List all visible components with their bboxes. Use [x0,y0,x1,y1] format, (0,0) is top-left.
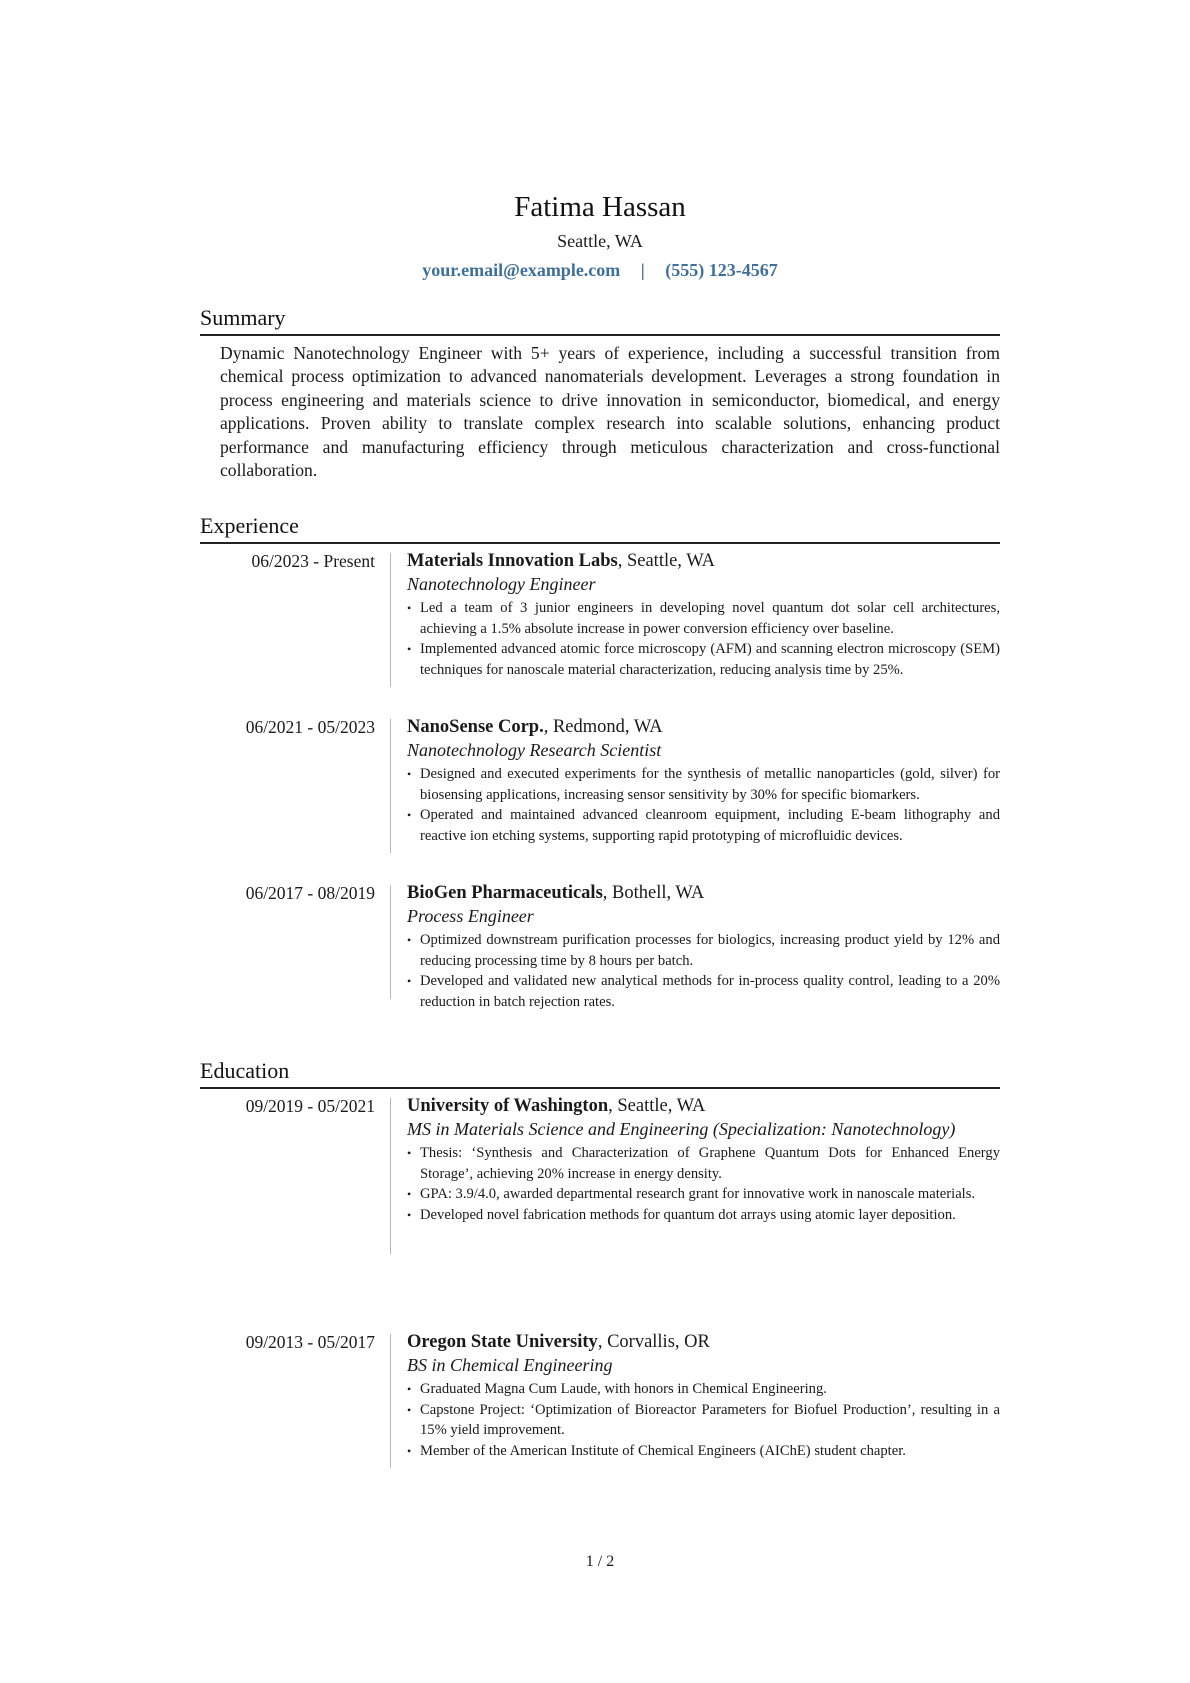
bullet-item: • Led a team of 3 junior engineers in developing novel quantum dot solar cell architectures, achieving a 1.5% absolute increase in power conversion efficiency over baseline. [407,598,1000,639]
entry-divider [390,553,391,687]
organization-location: , Seattle, WA [608,1096,706,1116]
email-link[interactable]: your.email@example.com [422,260,621,280]
entry-date: 06/2023 - Present [251,551,375,571]
entry-role: Nanotechnology Research Scientist [407,740,662,760]
entry-bullets [407,764,1000,846]
entry-organization [407,1331,1000,1354]
entry-bullets [407,1143,1000,1225]
entry-date: 06/2021 - 05/2023 [245,717,375,737]
bullet-item: • Optimized downstream purification processes for biologics, increasing product yield by 12% and reducing processing time by 8 hours per batch. [407,930,1000,971]
phone-link[interactable]: (555) 123-4567 [665,260,778,280]
summary-heading: Summary [200,304,1000,336]
education-heading: Education [200,1057,1000,1089]
bullet-item: • Member of the American Institute of Chemical Engineers (AIChE) student chapter. [407,1441,1000,1462]
entry-date: 06/2017 - 08/2019 [245,883,375,903]
entry-divider [390,1334,391,1468]
bullet-item: • Developed novel fabrication methods for quantum dot arrays using atomic layer deposition. [407,1205,1000,1226]
page-number: 1 / 2 [585,1553,615,1570]
entry-organization [407,716,1000,739]
organization-location: , Corvallis, OR [597,1332,710,1352]
entry-date: 09/2013 - 05/2017 [245,1332,375,1352]
bullet-item: • GPA: 3.9/4.0, awarded departmental research grant for innovative work in nanoscale materials. [407,1184,1000,1205]
bullet-item: • Operated and maintained advanced cleanroom equipment, including E-beam lithography and reactive ion etching systems, supporting rapid prototyping of microfluidic devices. [407,805,1000,846]
organization-location: , Bothell, WA [602,883,705,903]
entry-divider [390,1098,391,1254]
entry-bullets [407,930,1000,1012]
organization-name: University of Washington [407,1096,609,1116]
organization-name: BioGen Pharmaceuticals [407,883,603,903]
bullet-item: • Implemented advanced atomic force microscopy (AFM) and scanning electron microscopy (SEM) techniques for nanoscale material characterization, reducing analysis time by 25%. [407,639,1000,680]
entry-role: Nanotechnology Engineer [407,574,596,594]
organization-name: NanoSense Corp. [407,717,544,737]
organization-name: Materials Innovation Labs [407,551,618,571]
bullet-item: • Graduated Magna Cum Laude, with honors in Chemical Engineering. [407,1379,1000,1400]
entry-organization [407,550,1000,573]
entry-role: BS in Chemical Engineering [407,1355,613,1375]
entry-role: MS in Materials Science and Engineering (Specialization: Nanotechnology) [407,1119,956,1139]
contact-separator: | [640,260,645,280]
entry-date: 09/2019 - 05/2021 [245,1096,375,1116]
organization-name: Oregon State University [407,1332,598,1352]
contact-line [200,258,1000,282]
entry-divider [390,719,391,853]
bullet-item: • Designed and executed experiments for the synthesis of metallic nanoparticles (gold, silver) for biosensing applications, increasing sensor sensitivity by 30% for specific biomarkers. [407,764,1000,805]
bullet-item: • Capstone Project: ‘Optimization of Bioreactor Parameters for Biofuel Production’, resulting in a 15% yield improvement. [407,1400,1000,1441]
summary-text: Dynamic Nanotechnology Engineer with 5+ years of experience, including a successful transition from chemical process optimization to advanced nanomaterials development. Leverages a strong foundation in process engineering and materials science to drive innovation in semiconductor, biomedical, and energy applications. Proven ability to translate complex research into scalable solutions, enhancing product performance and manufacturing efficiency through meticulous characterization and cross-functional collaboration. [220,343,1000,481]
experience-heading: Experience [200,512,1000,544]
entry-bullets [407,598,1000,680]
organization-location: , Redmond, WA [543,717,663,737]
candidate-name: Fatima Hassan [514,191,686,223]
entry-role: Process Engineer [407,906,534,926]
resume-header [200,190,1000,282]
entry-organization [407,1095,1000,1118]
organization-location: , Seattle, WA [617,551,715,571]
bullet-item: • Developed and validated new analytical methods for in-process quality control, leading to a 20% reduction in batch rejection rates. [407,971,1000,1012]
resume-page [200,0,1000,1683]
bullet-item: • Thesis: ‘Synthesis and Characterization of Graphene Quantum Dots for Enhanced Energy Storage’, achieving 20% increase in energy density. [407,1143,1000,1184]
entry-organization [407,882,1000,905]
entry-divider [390,885,391,999]
entry-bullets [407,1379,1000,1461]
candidate-location: Seattle, WA [557,231,643,251]
